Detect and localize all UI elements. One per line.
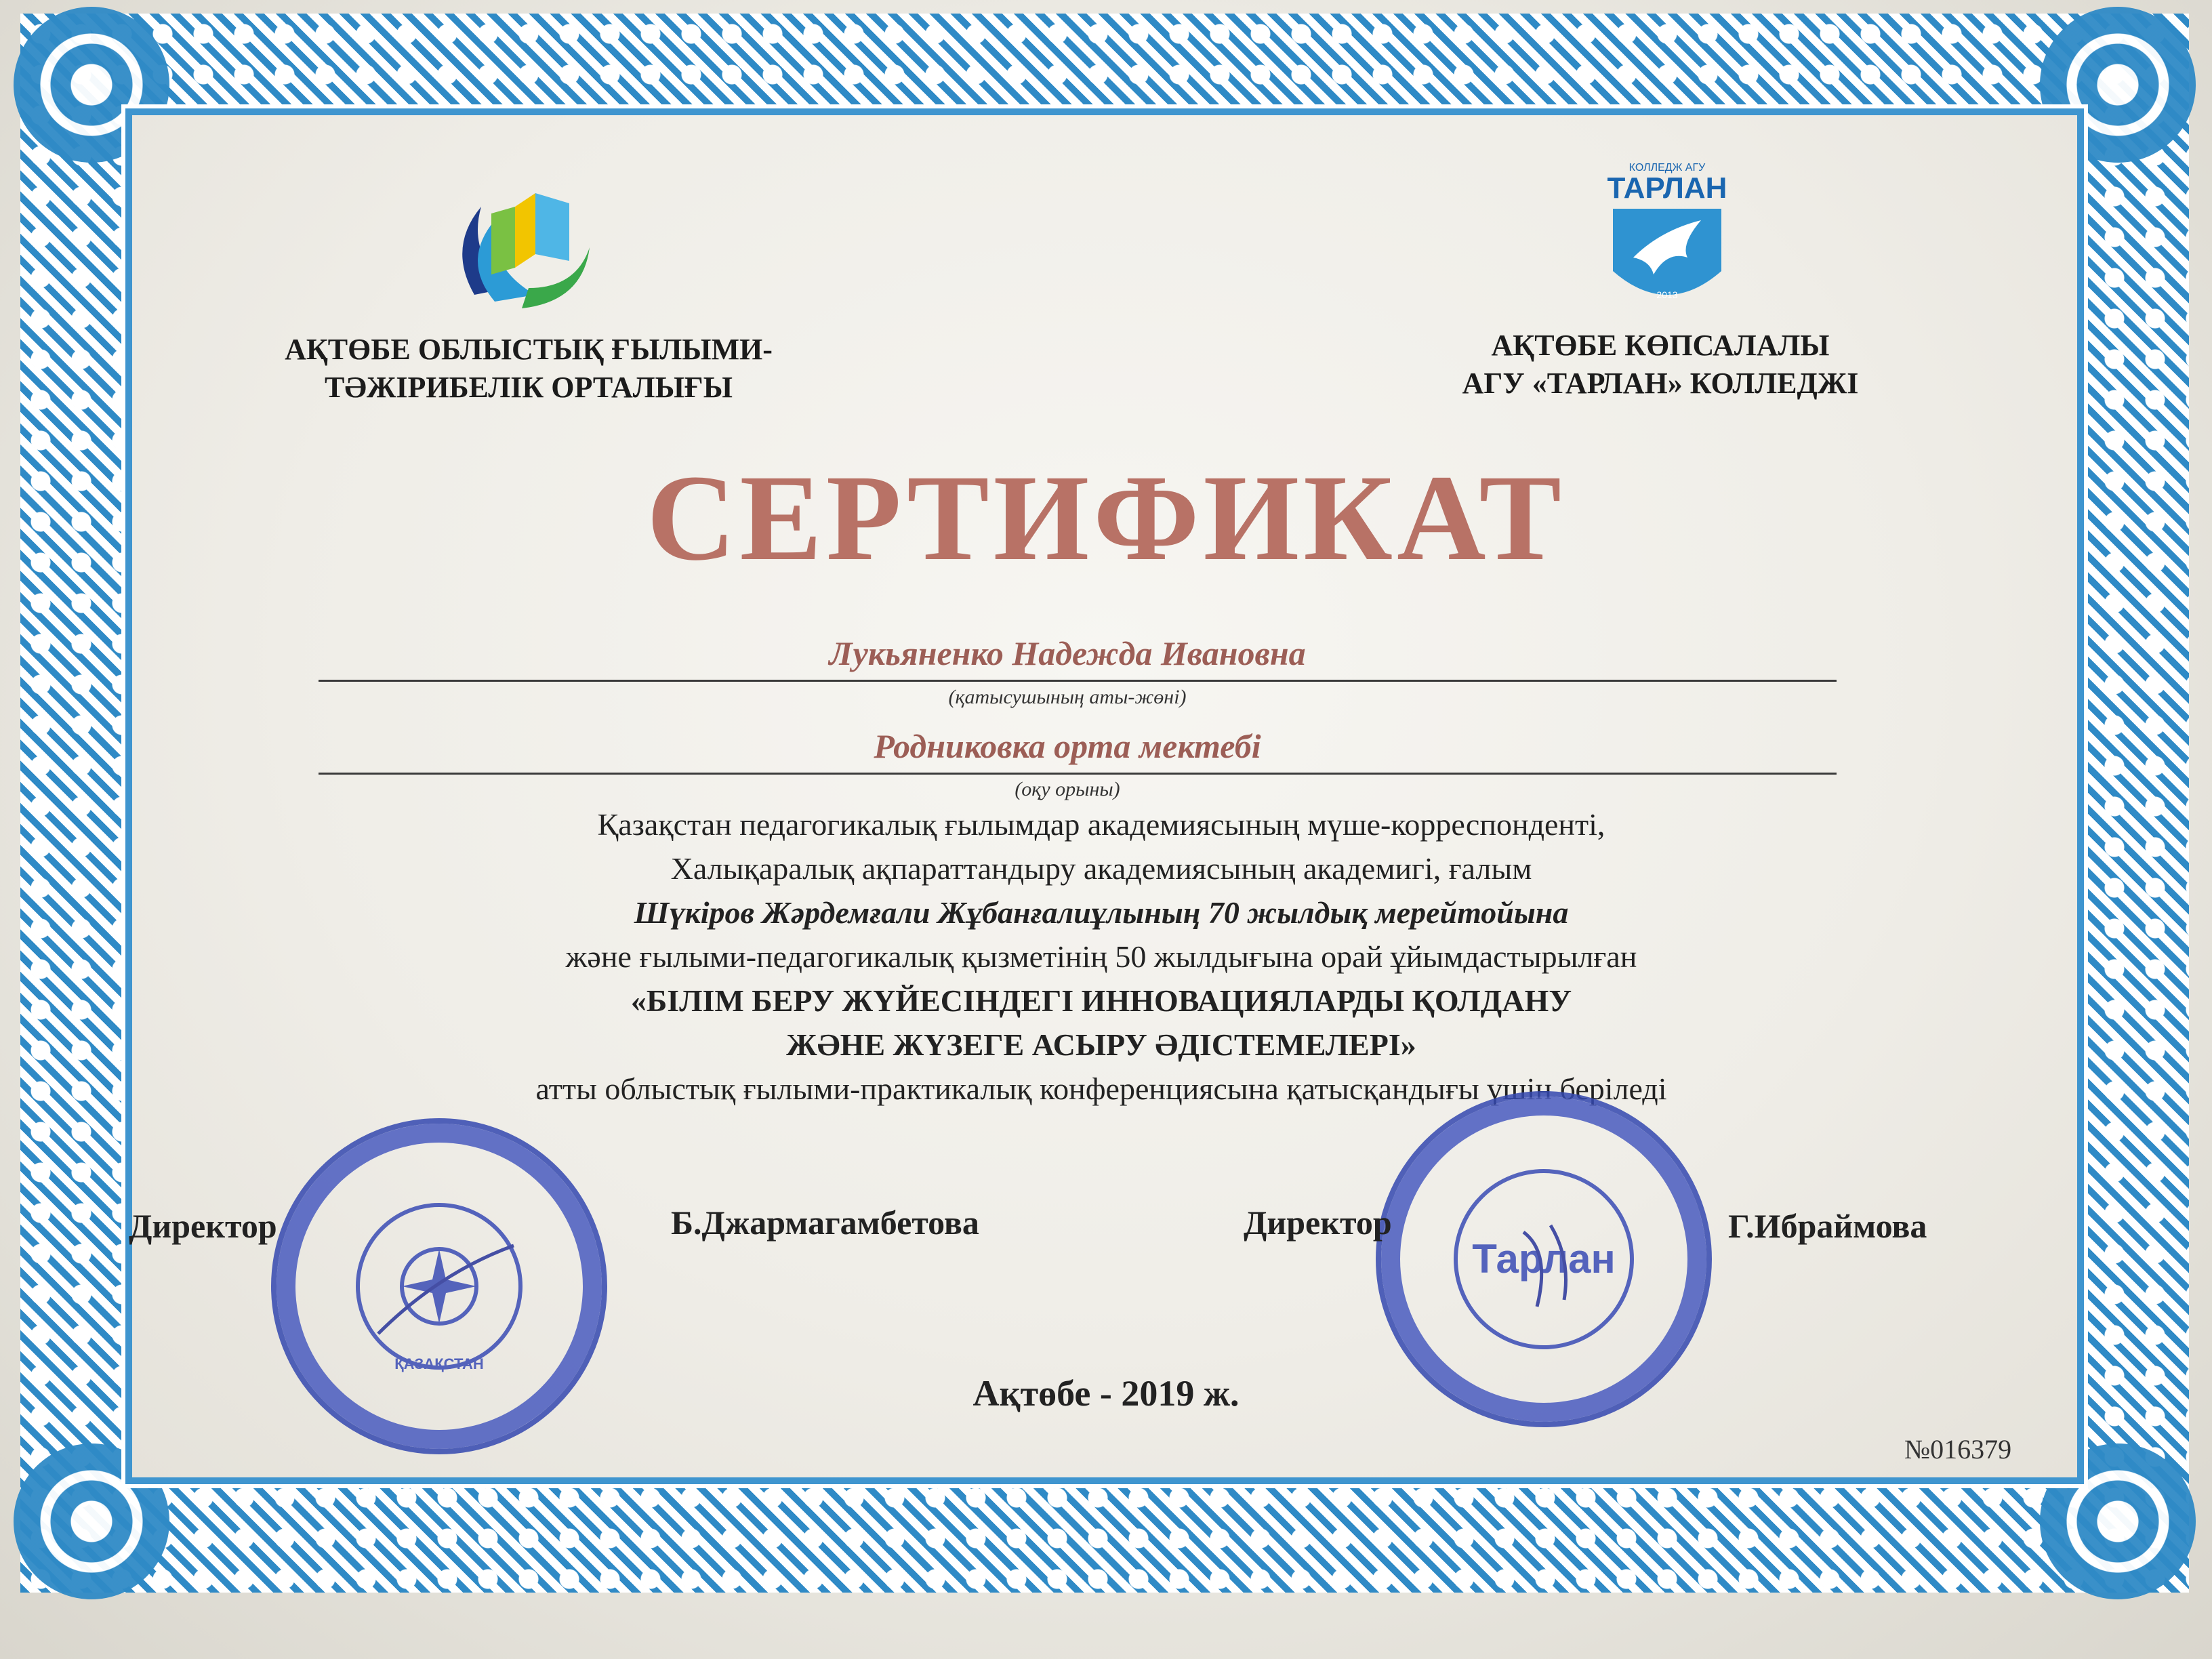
org-right-line2: АГУ «ТАРЛАН» КОЛЛЕДЖІ bbox=[1462, 367, 1859, 400]
body-line-7: атты облыстық ғылыми-практикалық конференциясына қатысқандығы үшін беріледі bbox=[535, 1071, 1667, 1106]
tarlan-logo-year: 2013 bbox=[1656, 289, 1678, 300]
tarlan-stamp-icon bbox=[1435, 1151, 1652, 1368]
serial-number: №016379 bbox=[1904, 1434, 2012, 1465]
body-line-1: Қазақстан педагогикалық ғылымдар академиясының мүше-корреспонденті, bbox=[597, 807, 1605, 842]
organization-left bbox=[258, 331, 800, 407]
body-line-4: және ғылыми-педагогикалық қызметінің 50 жылдығына орай ұйымдастырылған bbox=[565, 939, 1637, 974]
right-stamp-text: Тарлан bbox=[1472, 1236, 1616, 1282]
org-left-line1: АҚТӨБЕ ОБЛЫСТЫҚ ҒЫЛЫМИ- bbox=[285, 333, 773, 366]
name-rule bbox=[319, 680, 1837, 682]
org-right-line1: АҚТӨБЕ КӨПСАЛАЛЫ bbox=[1491, 329, 1830, 362]
science-center-logo bbox=[434, 166, 610, 329]
certificate-title: СЕРТИФИКАТ bbox=[647, 450, 1565, 586]
organization-right bbox=[1410, 327, 1911, 403]
conference-title-line-1: «БІЛІМ БЕРУ ЖҮЙЕСІНДЕГІ ИННОВАЦИЯЛАРДЫ ҚОЛДАНУ bbox=[630, 983, 1572, 1018]
left-stamp-text: ҚАЗАҚСТАН bbox=[394, 1355, 484, 1372]
footer-place-date: Ақтөбе - 2019 ж. bbox=[972, 1373, 1240, 1414]
school-rule bbox=[319, 773, 1837, 775]
tarlan-logo-name: ТАРЛАН bbox=[1607, 171, 1727, 205]
body-line-3: Шүкіров Жәрдемғали Жұбанғалиұлының 70 жылдық мерейтойына bbox=[634, 895, 1569, 930]
left-director-label: Директор bbox=[129, 1207, 277, 1245]
conference-title-line-2: ЖӘНЕ ЖҮЗЕГЕ АСЫРУ ӘДІСТЕМЕЛЕРІ» bbox=[786, 1027, 1416, 1062]
participant-school-caption: (оқу орыны) bbox=[1015, 778, 1120, 800]
right-director-name: Г.Ибраймова bbox=[1728, 1207, 1927, 1245]
org-left-line2: ТӘЖІРИБЕЛІК ОРТАЛЫҒЫ bbox=[324, 371, 733, 404]
body-line-2: Халықаралық ақпараттандыру академиясының академигі, ғалым bbox=[670, 851, 1532, 886]
emblem-icon bbox=[337, 1185, 541, 1388]
participant-name: Лукьяненко Надежда Ивановна bbox=[829, 634, 1306, 672]
participant-name-caption: (қатысушының аты-жөні) bbox=[948, 686, 1187, 708]
left-director-name: Б.Джармагамбетова bbox=[671, 1204, 979, 1242]
tarlan-college-logo bbox=[1586, 156, 1748, 319]
right-director-label: Директор bbox=[1244, 1204, 1392, 1242]
tarlan-logo-top-text: КОЛЛЕДЖ АГУ bbox=[1629, 162, 1706, 173]
participant-school: Родниковка орта мектебі bbox=[874, 727, 1261, 765]
